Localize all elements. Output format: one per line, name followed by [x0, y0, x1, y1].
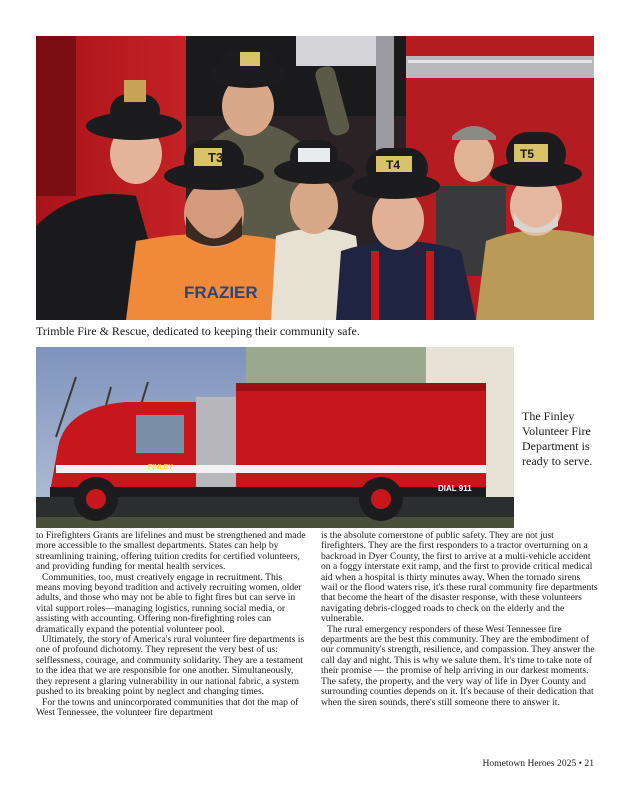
shirt-logo-text: FRAZIER	[184, 283, 258, 302]
article-column-right	[321, 531, 599, 708]
article-paragraph: Communities, too, must creatively engage in recruitment. This means moving beyond tradition and actively recruiting women, older adults, and those who may not be able to fight fires but can serve in vital support roles—managing logistics, running social media, or assisting with accounting. Offering non-firefighting roles can dramatically expand the potential volunteer pool.	[36, 571, 302, 635]
helmet-number-t3-left: T3	[208, 150, 224, 165]
article-paragraph: is the absolute cornerstone of public safety. They are not just firefighters. They are the first responders to a tractor overturning on a backroad in Dyer County, the first to arrive at a multi-vehicle accident on a foggy interstate exit ramp, and the first to provide critical medical aid when a hospital is thirty minutes away. When the tornado sirens wail or the flood waters rise, it's these rural community fire departments that become the heart of the disaster response, with these volunteers navigating debris-clogged roads to check on the elderly and the vulnerable.	[321, 530, 598, 625]
photo1-caption: Trimble Fire & Rescue, dedicated to keeping their community safe.	[36, 324, 360, 338]
photo2-caption: The Finley Volunteer Fire Department is ready to serve.	[522, 409, 593, 468]
helmet-number-t4: T4	[386, 158, 401, 172]
article-paragraph: The rural emergency responders of these West Tennessee fire departments are the best this community. They are the embodiment of our community's strength, resilience, and compassion. They answer the call day and night. This is why we salute them. It's time to take note of their promise — the promise of help arriving in our darkest moments. The safety, the property, and the very way of life in Dyer County and surrounding counties depends on it. It's because of their dedication that when the siren sounds, there's still someone there to answer it.	[321, 623, 595, 708]
article-paragraph: Ultimately, the story of America's rural volunteer fire departments is one of profound dichotomy. They represent the very best of us: selflessness, courage, and community solidarity. They are a testament to the idea that we are responsible for one another. Simultaneously, they represent a glaring vulnerability in our national fabric, a system pushed to its breaking point by neglect and changing times.	[36, 634, 305, 698]
truck-dial-text: DIAL 911	[438, 484, 472, 493]
article-paragraph: For the towns and unincorporated communities that dot the map of West Tennessee, the volunteer fire department	[36, 696, 299, 718]
article-column-left	[36, 531, 308, 718]
article-paragraph: to Firefighters Grants are lifelines and must be strengthened and made more accessible to the smallest departments. States can help by streamlining training, offering tuition credits for certified volunteers, and providing funding for mental health services.	[36, 530, 306, 573]
truck-door-text: FINLEY	[148, 464, 173, 471]
helmet-number-t5: T5	[520, 147, 535, 161]
firefighters-group-photo	[36, 36, 594, 320]
fire-truck-photo	[36, 347, 514, 528]
page-folio: Hometown Heroes 2025 • 21	[482, 758, 594, 769]
